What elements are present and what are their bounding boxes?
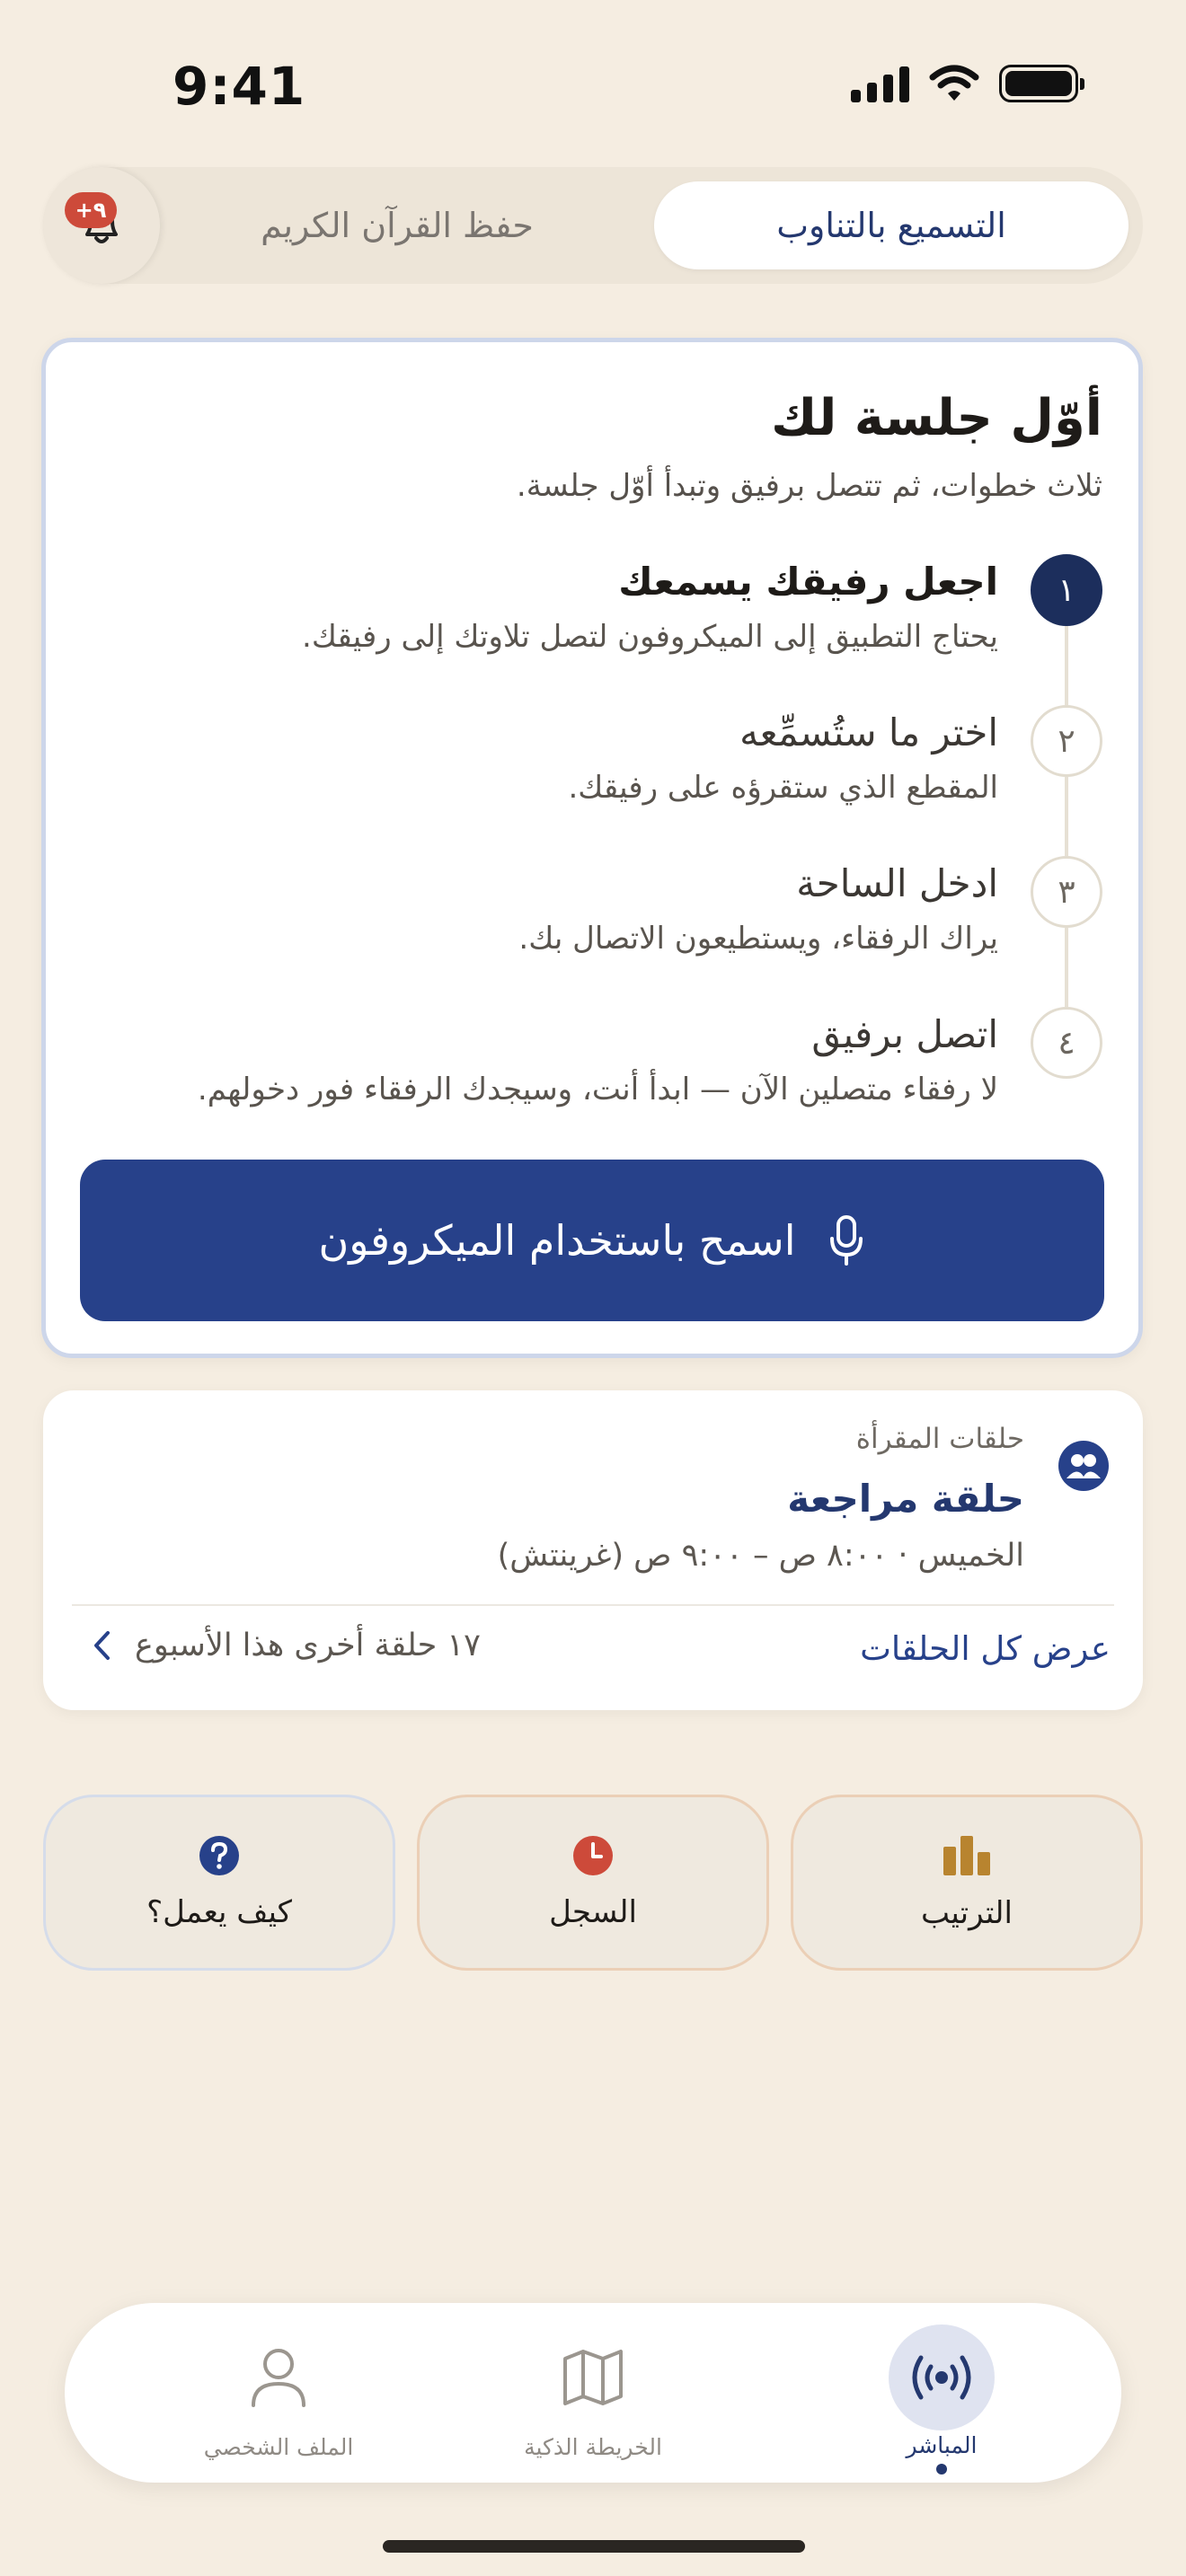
step-description: يراك الرفقاء، ويستطيعون الاتصال بك. xyxy=(518,921,998,957)
step-description: المقطع الذي ستقرؤه على رفيقك. xyxy=(568,770,998,806)
onboarding-subtitle: ثلاث خطوات، ثم تتصل برفيق وتبدأ أوّل جلسة. xyxy=(516,468,1102,504)
view-all-circles-link[interactable]: عرض كل الحلقات xyxy=(860,1629,1111,1668)
how-it-works-label: كيف يعمل؟ xyxy=(146,1894,292,1930)
step-description: يحتاج التطبيق إلى الميكروفون لتصل تلاوتك إلى رفيقك. xyxy=(302,619,998,655)
how-it-works-button[interactable] xyxy=(43,1795,395,1971)
quick-actions xyxy=(43,1795,1143,1971)
circle-schedule: الخميس · ٨:٠٠ ص – ٩:٠٠ ص (غرينتش) xyxy=(497,1538,1024,1574)
status-icons xyxy=(851,65,1078,102)
home-indicator[interactable] xyxy=(383,2540,805,2553)
nav-label: المباشر xyxy=(906,2432,978,2458)
step-connector xyxy=(1065,777,1068,856)
circles-section-label: حلقات المقرأة xyxy=(855,1423,1024,1455)
active-indicator-dot xyxy=(936,2464,947,2475)
nav-label: الخريطة الذكية xyxy=(524,2434,662,2460)
ranking-label: الترتيب xyxy=(921,1895,1013,1931)
allow-microphone-label: اسمح باستخدام الميكروفون xyxy=(318,1216,796,1265)
step-number: ٤ xyxy=(1031,1007,1102,1079)
broadcast-icon-wrap xyxy=(889,2325,995,2430)
wifi-icon xyxy=(929,65,979,102)
cellular-signal-icon xyxy=(851,65,909,102)
broadcast-icon xyxy=(904,2351,979,2404)
step-title: اتصل برفيق xyxy=(811,1012,998,1056)
step-title: اجعل رفيقك يسمعك xyxy=(618,560,998,604)
chevron-left-icon xyxy=(92,1629,111,1662)
notifications-button[interactable] xyxy=(43,167,160,284)
tab-quran-memorization[interactable]: حفظ القرآن الكريم xyxy=(261,206,534,245)
battery-icon xyxy=(999,65,1078,102)
question-icon xyxy=(199,1835,240,1876)
nav-item-live[interactable] xyxy=(825,2303,1058,2483)
more-circles-link[interactable] xyxy=(92,1628,481,1663)
step-description: لا رفقاء متصلين الآن — ابدأ أنت، وسيجدك الرفقاء فور دخولهم. xyxy=(197,1072,998,1107)
status-bar xyxy=(0,0,1186,171)
map-icon xyxy=(562,2348,624,2407)
profile-icon xyxy=(249,2346,308,2409)
microphone-icon xyxy=(827,1213,866,1267)
mode-segmented-control xyxy=(43,167,1143,284)
status-time: 9:41 xyxy=(173,56,306,117)
onboarding-step-3 xyxy=(114,856,1102,991)
map-icon-wrap xyxy=(540,2325,646,2430)
history-button[interactable] xyxy=(417,1795,769,1971)
more-circles-label: ١٧ حلقة أخرى هذا الأسبوع xyxy=(135,1628,481,1663)
clock-icon xyxy=(572,1835,614,1876)
nav-item-profile[interactable] xyxy=(162,2303,395,2483)
circles-card xyxy=(43,1390,1143,1710)
notification-count-badge: +٩ xyxy=(65,192,117,228)
profile-icon-wrap xyxy=(226,2325,332,2430)
onboarding-step-4 xyxy=(114,1007,1102,1142)
onboarding-step-2 xyxy=(114,705,1102,840)
ranking-button[interactable] xyxy=(791,1795,1143,1971)
bottom-navigation xyxy=(65,2303,1121,2483)
step-number: ٢ xyxy=(1031,705,1102,777)
bar-chart-icon xyxy=(942,1834,992,1877)
nav-label: الملف الشخصي xyxy=(203,2434,354,2460)
first-session-card xyxy=(41,338,1143,1358)
step-title: اختر ما ستُسمِّعه xyxy=(739,710,998,754)
circle-name[interactable]: حلقة مراجعة xyxy=(787,1477,1024,1521)
onboarding-title: أوّل جلسة لك xyxy=(771,389,1102,447)
step-number: ٣ xyxy=(1031,856,1102,928)
step-connector xyxy=(1065,626,1068,705)
step-title: ادخل الساحة xyxy=(796,861,998,905)
history-label: السجل xyxy=(549,1894,637,1930)
allow-microphone-button[interactable] xyxy=(80,1160,1104,1321)
tab-alternating-recitation[interactable]: التسميع بالتناوب xyxy=(654,181,1128,269)
nav-item-smart-map[interactable] xyxy=(476,2303,710,2483)
step-connector xyxy=(1065,928,1068,1007)
step-number: ١ xyxy=(1031,554,1102,626)
onboarding-step-1 xyxy=(114,554,1102,689)
divider xyxy=(72,1604,1114,1606)
group-icon xyxy=(1058,1441,1109,1491)
